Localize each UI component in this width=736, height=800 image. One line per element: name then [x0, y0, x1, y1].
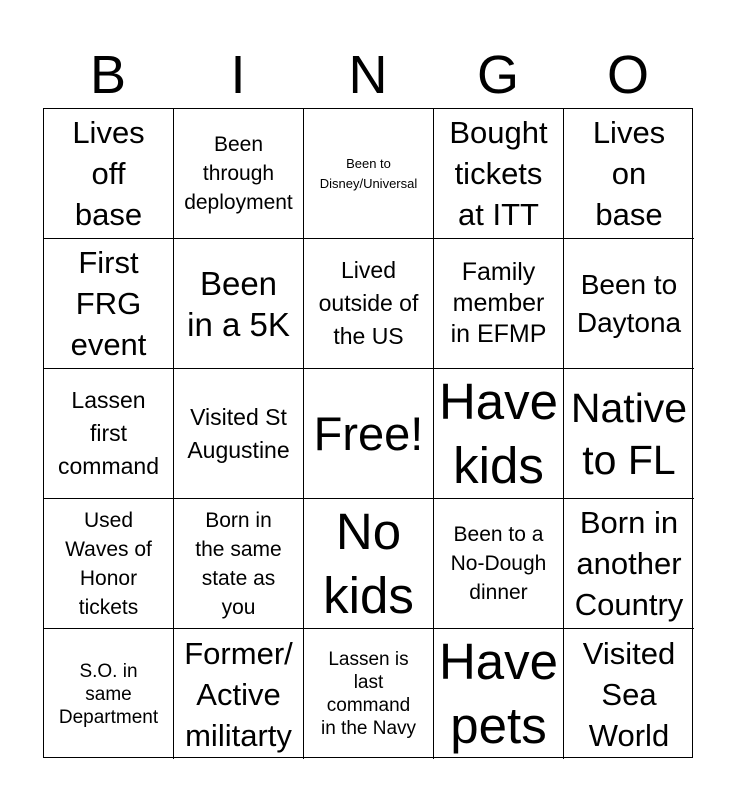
bingo-square[interactable] [434, 239, 564, 369]
header-letter-g: G [476, 45, 519, 105]
bingo-square[interactable] [434, 629, 564, 759]
bingo-square[interactable] [304, 369, 434, 499]
bingo-square[interactable] [564, 109, 694, 239]
bingo-square[interactable] [434, 109, 564, 239]
bingo-square[interactable] [564, 629, 694, 759]
square-text: Former/ Active militarty [184, 635, 293, 753]
bingo-square[interactable] [564, 239, 694, 369]
square-text: S.O. in same Department [58, 660, 159, 728]
square-text: Born in another Country [574, 505, 684, 622]
square-text: First FRG event [70, 245, 147, 362]
bingo-square[interactable] [174, 499, 304, 629]
square-text: Family member in EFMP [450, 258, 547, 348]
square-text: Lives off base [72, 115, 145, 232]
bingo-square[interactable] [174, 239, 304, 369]
bingo-square[interactable] [44, 499, 174, 629]
header-letter-b: B [89, 45, 127, 105]
square-text: Been through deployment [184, 133, 293, 214]
square-text: Been to a No-Dough dinner [450, 523, 547, 604]
bingo-square[interactable] [174, 109, 304, 239]
bingo-square[interactable] [304, 629, 434, 759]
square-text: Born in the same state as you [195, 508, 282, 619]
square-text: Free! [313, 406, 424, 460]
header-letter-n: N [348, 45, 388, 105]
bingo-square[interactable] [564, 369, 694, 499]
square-text: Been to Disney/Universal [319, 155, 418, 191]
square-text: Native to FL [570, 384, 688, 483]
square-text: Visited St Augustine [187, 403, 290, 463]
square-text: Lived outside of the US [318, 257, 419, 349]
bingo-square[interactable] [304, 239, 434, 369]
square-text: Lassen is last command in the Navy [320, 649, 417, 739]
bingo-square[interactable] [44, 629, 174, 759]
bingo-board [43, 108, 693, 758]
header-letter-i: I [230, 45, 246, 105]
bingo-square[interactable] [44, 239, 174, 369]
square-text: Visited Sea World [582, 635, 676, 753]
bingo-square[interactable] [304, 109, 434, 239]
square-text: Bought tickets at ITT [449, 115, 548, 232]
square-text: Lassen first command [58, 387, 159, 479]
bingo-square[interactable] [44, 109, 174, 239]
square-text: Been to Daytona [576, 268, 682, 338]
square-text: Lives on base [592, 115, 666, 232]
bingo-square[interactable] [434, 369, 564, 499]
square-text: Have pets [438, 633, 559, 754]
square-text: Used Waves of Honor tickets [65, 508, 152, 619]
square-text: Been in a 5K [187, 264, 290, 343]
bingo-square[interactable] [304, 499, 434, 629]
bingo-square[interactable] [434, 499, 564, 629]
bingo-header [43, 42, 693, 108]
square-text: No kids [323, 502, 414, 624]
bingo-square[interactable] [44, 369, 174, 499]
header-letter-o: O [606, 45, 649, 105]
bingo-square[interactable] [174, 369, 304, 499]
bingo-square[interactable] [564, 499, 694, 629]
bingo-square[interactable] [174, 629, 304, 759]
square-text: Have kids [438, 372, 559, 494]
